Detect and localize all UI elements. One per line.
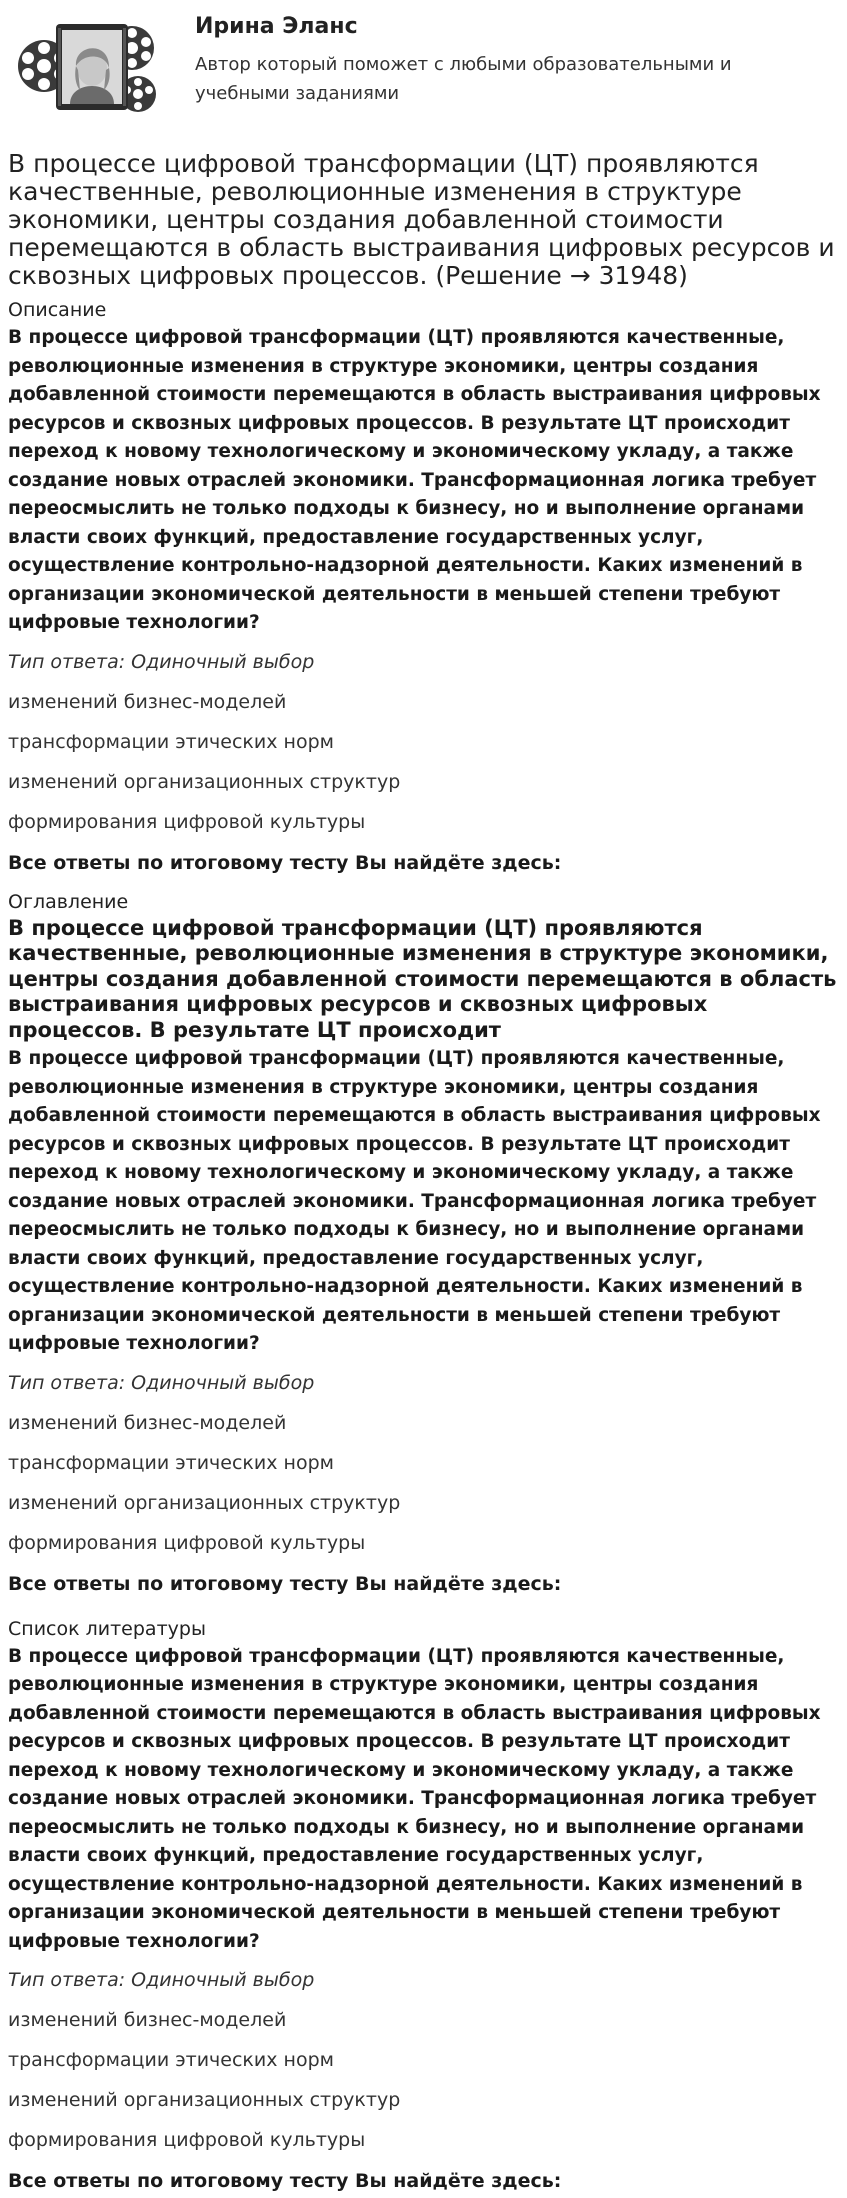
- section-label-toc: Оглавление: [8, 890, 129, 913]
- literature-section: [8, 1617, 839, 2195]
- question-text: В процессе цифровой трансформации (ЦТ) проявляются качественные, революционные изменения в структуре экономики, центры создания добавленной стоимости перемещаются в область выстраивания цифровых ресурсов и сквозных цифровых процессов. В результате ЦТ происходит переход к новому технологическому и экономическому укладу, а также создание новых отраслей экономики. Трансформационная логика требует переосмыслить не только подходы к бизнесу, но и выполнение органами власти своих функций, предоставление государственных услуг, осуществление контрольно-надзорной деятельности. Каких изменений в организации экономической деятельности в меньшей степени требуют цифровые технологии?: [8, 1645, 821, 1952]
- page-title: В процессе цифровой трансформации (ЦТ) проявляются качественные, революционные изменения в структуре экономики, центры создания добавленной стоимости перемещаются в область выстраивания цифровых ресурсов и сквозных цифровых процессов. (Решение → 31948): [8, 149, 835, 290]
- answer-option[interactable]: изменений организационных структур: [8, 2089, 401, 2111]
- answer-option[interactable]: формирования цифровой культуры: [8, 1531, 366, 1554]
- answer-option[interactable]: трансформации этических норм: [8, 730, 334, 753]
- toc-heading[interactable]: В процессе цифровой трансформации (ЦТ) проявляются качественные, революционные изменения в структуре экономики, центры создания добавленной стоимости перемещаются в область выстраивания цифровых ресурсов и сквозных цифровых процессов. В результате ЦТ происходит: [8, 915, 837, 1042]
- section-label-description: Описание: [8, 299, 107, 321]
- answer-type: Тип ответа: Одиночный выбор: [8, 1969, 315, 1991]
- description-section: [8, 298, 839, 876]
- answer-option[interactable]: формирования цифровой культуры: [8, 2129, 366, 2151]
- author-description: Автор который поможет с любыми образовательными и учебными заданиями: [195, 54, 732, 104]
- answer-type: Тип ответа: Одиночный выбор: [8, 650, 315, 673]
- answer-option[interactable]: изменений бизнес-моделей: [8, 2009, 287, 2031]
- answer-option[interactable]: изменений бизнес-моделей: [8, 690, 287, 713]
- author-name[interactable]: Ирина Эланс: [195, 14, 358, 39]
- toc-section: [8, 890, 839, 1597]
- question-text: В процессе цифровой трансформации (ЦТ) проявляются качественные, революционные изменения в структуре экономики, центры создания добавленной стоимости перемещаются в область выстраивания цифровых ресурсов и сквозных цифровых процессов. В результате ЦТ происходит переход к новому технологическому и экономическому укладу, а также создание новых отраслей экономики. Трансформационная логика требует переосмыслить не только подходы к бизнесу, но и выполнение органами власти своих функций, предоставление государственных услуг, осуществление контрольно-надзорной деятельности. Каких изменений в организации экономической деятельности в меньшей степени требуют цифровые технологии?: [8, 1048, 821, 1354]
- all-answers-link[interactable]: Все ответы по итоговому тесту Вы найдёте здесь:: [8, 2170, 562, 2192]
- film-reel-avatar-icon: [14, 10, 158, 122]
- answer-option[interactable]: изменений организационных структур: [8, 770, 401, 793]
- all-answers-link[interactable]: Все ответы по итоговому тесту Вы найдёте здесь:: [8, 1572, 562, 1595]
- answer-option[interactable]: трансформации этических норм: [8, 2049, 334, 2071]
- answer-option[interactable]: изменений бизнес-моделей: [8, 1411, 287, 1434]
- answer-option[interactable]: изменений организационных структур: [8, 1491, 401, 1514]
- all-answers-link[interactable]: Все ответы по итоговому тесту Вы найдёте здесь:: [8, 851, 562, 874]
- answer-option[interactable]: трансформации этических норм: [8, 1451, 334, 1474]
- author-block: [8, 0, 839, 130]
- section-label-literature: Список литературы: [8, 1617, 206, 1640]
- answer-type: Тип ответа: Одиночный выбор: [8, 1371, 315, 1394]
- avatar[interactable]: [14, 10, 158, 122]
- answer-option[interactable]: формирования цифровой культуры: [8, 810, 366, 833]
- question-text: В процессе цифровой трансформации (ЦТ) проявляются качественные, революционные изменения в структуре экономики, центры создания добавленной стоимости перемещаются в область выстраивания цифровых ресурсов и сквозных цифровых процессов. В результате ЦТ происходит переход к новому технологическому и экономическому укладу, а также создание новых отраслей экономики. Трансформационная логика требует переосмыслить не только подходы к бизнесу, но и выполнение органами власти своих функций, предоставление государственных услуг, осуществление контрольно-надзорной деятельности. Каких изменений в организации экономической деятельности в меньшей степени требуют цифровые технологии?: [8, 327, 821, 633]
